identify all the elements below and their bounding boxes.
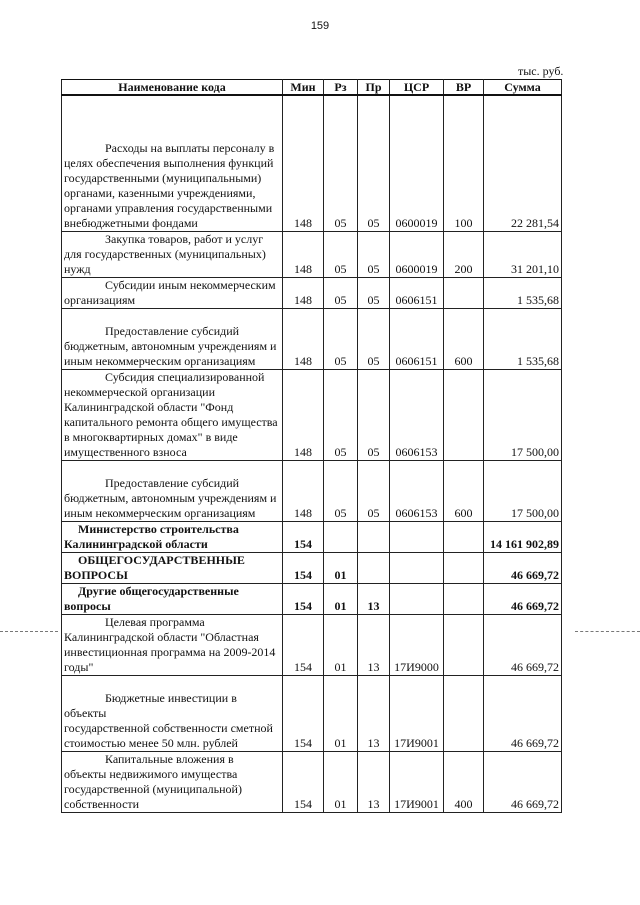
row-name-line: Капитальные вложения в <box>105 752 234 766</box>
cell-pr <box>358 553 390 584</box>
cell-rz: 05 <box>324 232 358 278</box>
table-row <box>62 461 562 522</box>
cell-sum: 46 669,72 <box>484 676 562 752</box>
cell-min: 148 <box>283 461 324 522</box>
cell-rz: 05 <box>324 370 358 461</box>
cell-pr: 05 <box>358 95 390 232</box>
cell-min: 154 <box>283 676 324 752</box>
cell-vr: 100 <box>444 95 484 232</box>
cell-csr: 0600019 <box>390 232 444 278</box>
row-name <box>62 553 283 584</box>
cell-csr <box>390 553 444 584</box>
table-row <box>62 232 562 278</box>
row-name-line: Закупка товаров, работ и услуг <box>105 232 264 246</box>
cell-sum: 22 281,54 <box>484 95 562 232</box>
header-sum: Сумма <box>484 80 562 96</box>
cell-vr <box>444 553 484 584</box>
row-name-line: Другие общегосударственные <box>78 584 239 598</box>
row-name-line: капитального ремонта общего имущества <box>64 415 278 429</box>
cell-min: 148 <box>283 309 324 370</box>
table-row <box>62 553 562 584</box>
row-name-line: иным некоммерческим организациям <box>64 354 256 368</box>
cell-pr: 13 <box>358 584 390 615</box>
row-name-line: Министерство строительства <box>78 522 239 536</box>
cell-sum: 17 500,00 <box>484 370 562 461</box>
cell-pr: 05 <box>358 309 390 370</box>
cell-csr: 17И9001 <box>390 752 444 813</box>
header-name: Наименование кода <box>62 80 283 96</box>
row-name-line: собственности <box>64 797 140 811</box>
row-name <box>62 95 283 232</box>
row-name-line: бюджетным, автономным учреждениям и <box>64 491 277 505</box>
row-name <box>62 522 283 553</box>
row-name <box>62 752 283 813</box>
row-name <box>62 584 283 615</box>
cell-pr: 13 <box>358 676 390 752</box>
row-name-line: ОБЩЕГОСУДАРСТВЕННЫЕ <box>78 553 245 567</box>
table-row <box>62 752 562 813</box>
cell-csr: 0606151 <box>390 278 444 309</box>
fold-mark-right <box>575 631 640 632</box>
row-name-line: органами, казенными учреждениями, <box>64 186 256 200</box>
row-name-line: в многоквартирных домах" в виде <box>64 430 238 444</box>
cell-min: 148 <box>283 370 324 461</box>
row-name-line: Калининградской области <box>64 537 208 551</box>
cell-sum: 46 669,72 <box>484 615 562 676</box>
row-name-line: Расходы на выплаты персоналу в <box>105 141 275 155</box>
cell-sum: 46 669,72 <box>484 584 562 615</box>
cell-pr: 13 <box>358 752 390 813</box>
row-name-line: ВОПРОСЫ <box>64 568 128 582</box>
cell-csr: 0606153 <box>390 461 444 522</box>
row-name-line: Предоставление субсидий <box>105 476 240 490</box>
cell-rz: 01 <box>324 553 358 584</box>
table-row <box>62 95 562 232</box>
cell-pr: 13 <box>358 615 390 676</box>
cell-vr <box>444 676 484 752</box>
table-row <box>62 278 562 309</box>
row-name-line: нужд <box>64 262 91 276</box>
cell-csr: 0606153 <box>390 370 444 461</box>
cell-vr: 600 <box>444 461 484 522</box>
table-row <box>62 676 562 752</box>
cell-vr <box>444 584 484 615</box>
header-vr: ВР <box>444 80 484 96</box>
cell-min: 154 <box>283 522 324 553</box>
cell-sum: 1 535,68 <box>484 309 562 370</box>
cell-pr <box>358 522 390 553</box>
page-number: 159 <box>310 20 330 32</box>
cell-sum: 1 535,68 <box>484 278 562 309</box>
cell-rz: 01 <box>324 615 358 676</box>
row-name-line: объекты недвижимого имущества <box>64 767 238 781</box>
row-name <box>62 309 283 370</box>
table-row <box>62 584 562 615</box>
row-name-line: вопросы <box>64 599 111 613</box>
row-name <box>62 278 283 309</box>
cell-min: 148 <box>283 278 324 309</box>
fold-mark-left <box>0 631 58 632</box>
table-header-row <box>62 80 562 96</box>
cell-rz: 01 <box>324 676 358 752</box>
cell-pr: 05 <box>358 278 390 309</box>
cell-csr: 0606151 <box>390 309 444 370</box>
cell-vr <box>444 278 484 309</box>
cell-csr <box>390 584 444 615</box>
cell-min: 154 <box>283 615 324 676</box>
row-name-line: имущественного взноса <box>64 445 187 459</box>
row-name-line: государственной (муниципальной) <box>64 782 242 796</box>
row-name-line: органами управления государственными <box>64 201 273 215</box>
row-name-line: некоммерческой организации <box>64 385 216 399</box>
header-rz: Рз <box>324 80 358 96</box>
cell-sum: 17 500,00 <box>484 461 562 522</box>
cell-min: 154 <box>283 584 324 615</box>
header-pr: Пр <box>358 80 390 96</box>
cell-rz: 01 <box>324 752 358 813</box>
cell-csr <box>390 522 444 553</box>
table-row <box>62 370 562 461</box>
cell-vr <box>444 522 484 553</box>
row-name-line: Калининградской области "Областная <box>64 630 259 644</box>
row-name <box>62 232 283 278</box>
row-name <box>62 615 283 676</box>
cell-csr: 0600019 <box>390 95 444 232</box>
cell-rz <box>324 522 358 553</box>
cell-csr: 17И9001 <box>390 676 444 752</box>
row-name-line: целях обеспечения выполнения функций <box>64 156 274 170</box>
row-name-line: Субсидии иным некоммерческим <box>105 278 276 292</box>
cell-pr: 05 <box>358 461 390 522</box>
budget-table <box>61 79 562 813</box>
row-name-line: внебюджетными фондами <box>64 216 198 230</box>
row-name <box>62 370 283 461</box>
header-min: Мин <box>283 80 324 96</box>
cell-rz: 05 <box>324 309 358 370</box>
cell-vr: 400 <box>444 752 484 813</box>
units-label: тыс. руб. <box>518 64 564 78</box>
cell-sum: 46 669,72 <box>484 553 562 584</box>
cell-pr: 05 <box>358 232 390 278</box>
cell-pr: 05 <box>358 370 390 461</box>
cell-min: 148 <box>283 232 324 278</box>
cell-rz: 05 <box>324 278 358 309</box>
row-name <box>62 676 283 752</box>
cell-rz: 05 <box>324 461 358 522</box>
row-name-line: инвестиционная программа на 2009-2014 <box>64 645 276 659</box>
cell-rz: 01 <box>324 584 358 615</box>
row-name-line: для государственных (муниципальных) <box>64 247 266 261</box>
table-row <box>62 615 562 676</box>
cell-min: 148 <box>283 95 324 232</box>
cell-vr <box>444 615 484 676</box>
cell-sum: 14 161 902,89 <box>484 522 562 553</box>
cell-rz: 05 <box>324 95 358 232</box>
cell-sum: 31 201,10 <box>484 232 562 278</box>
row-name-line: государственными (муниципальными) <box>64 171 262 185</box>
cell-vr: 600 <box>444 309 484 370</box>
cell-sum: 46 669,72 <box>484 752 562 813</box>
row-name-line: Субсидия специализированной <box>105 370 265 384</box>
cell-min: 154 <box>283 553 324 584</box>
row-name-line: Калининградской области "Фонд <box>64 400 234 414</box>
table-row <box>62 522 562 553</box>
header-csr: ЦСР <box>390 80 444 96</box>
cell-csr: 17И9000 <box>390 615 444 676</box>
row-name-line: Бюджетные инвестиции в объекты <box>64 691 237 720</box>
row-name-line: бюджетным, автономным учреждениям и <box>64 339 277 353</box>
table-row <box>62 309 562 370</box>
row-name-line: Предоставление субсидий <box>105 324 240 338</box>
row-name-line: Целевая программа <box>105 615 205 629</box>
cell-min: 154 <box>283 752 324 813</box>
row-name-line: годы" <box>64 660 94 674</box>
cell-vr <box>444 370 484 461</box>
row-name-line: иным некоммерческим организациям <box>64 506 256 520</box>
row-name-line: организациям <box>64 293 136 307</box>
row-name-line: стоимостью менее 50 млн. рублей <box>64 736 238 750</box>
row-name-line: государственной собственности сметной <box>64 721 273 735</box>
cell-vr: 200 <box>444 232 484 278</box>
row-name <box>62 461 283 522</box>
